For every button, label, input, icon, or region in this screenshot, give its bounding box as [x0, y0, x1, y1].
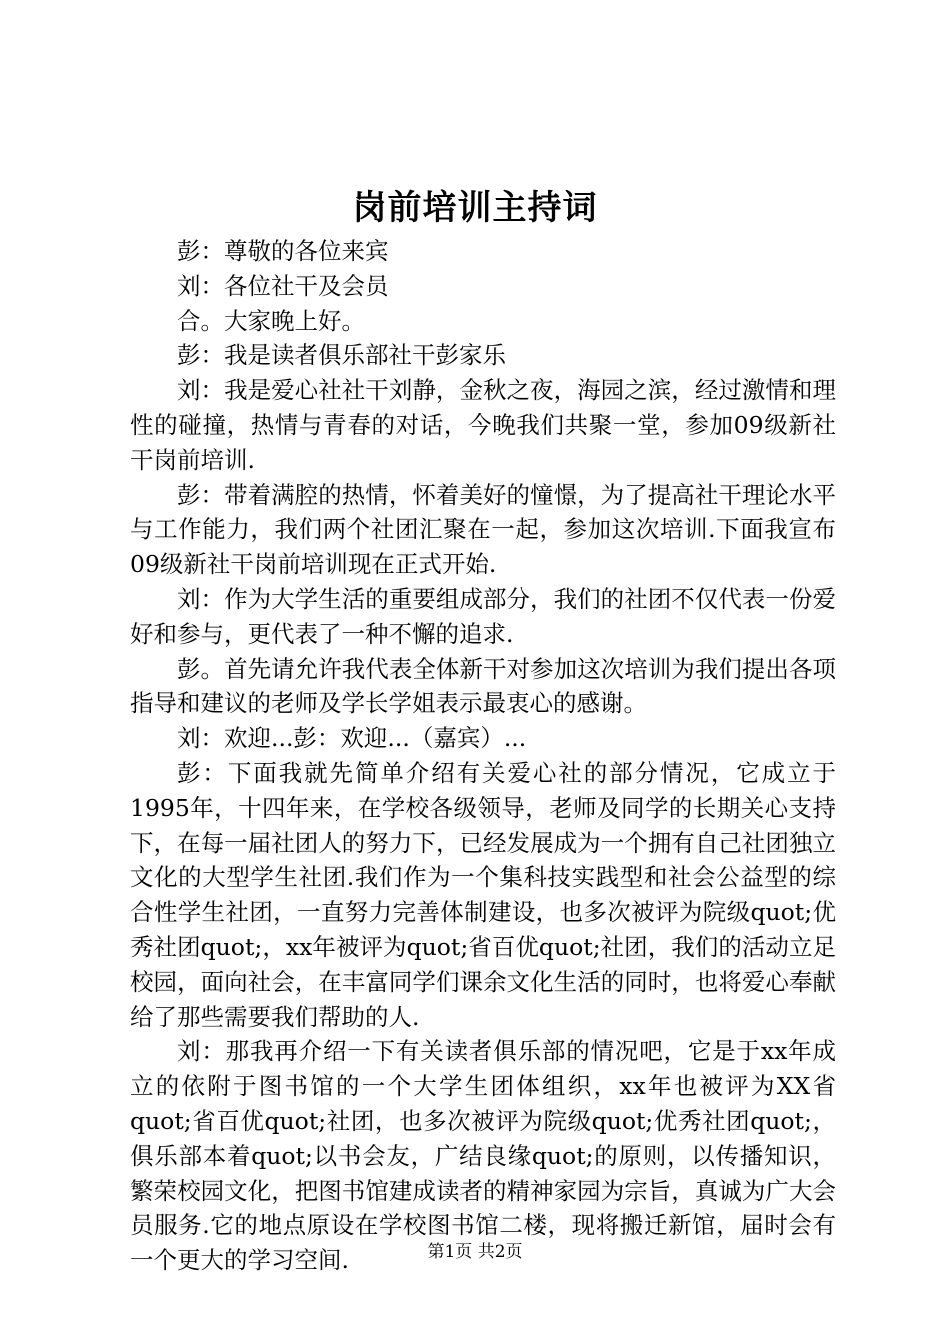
paragraph: 合。大家晚上好。 [177, 306, 365, 335]
paragraph: 刘：作为大学生活的重要组成部分，我们的社团不仅代表一份爱好和参与，更代表了一种不懈的追求. [130, 584, 836, 648]
paragraph: 彭：下面我就先简单介绍有关爱心社的部分情况，它成立于1995年，十四年来，在学校各级领导，老师及同学的长期关心支持下，在每一届社团人的努力下，已经发展成为一个拥有自己社团独立文化的大型学生社团.我们作为一个集科技实践型和社会公益型的综合性学生社团，一直努力完善体制建设，也多次被评为院级quot;优秀社团quot;，xx年被评为quot;省百优quot;社团，我们的活动立足校园，面向社会，在丰富同学们课余文化生活的同时，也将爱心奉献给了那些需要我们帮助的人. [130, 758, 836, 1031]
paragraph: 刘：我是爱心社社干刘静，金秋之夜，海园之滨，经过激情和理性的碰撞，热情与青春的对话，今晚我们共聚一堂，参加09级新社干岗前培训. [130, 376, 836, 474]
paragraph: 刘：欢迎...彭：欢迎...（嘉宾）... [177, 724, 527, 753]
paragraph: 刘：那我再介绍一下有关读者俱乐部的情况吧，它是于xx年成立的依附于图书馆的一个大学生团体组织，xx年也被评为XX省quot;省百优quot;社团，也多次被评为院级quot;优秀社团quot;，俱乐部本着quot;以书会友，广结良缘quot;的原则，以传播知识，繁荣校园文化，把图书馆建成读者的精神家园为宗旨，真诚为广大会员服务.它的地点原设在学校图书馆二楼，现将搬迁新馆，届时会有一个更大的学习空间. [130, 1037, 836, 1275]
document-title: 岗前培训主持词 [352, 188, 598, 228]
paragraph: 彭：我是读者俱乐部社干彭家乐 [177, 341, 506, 370]
paragraph: 彭。首先请允许我代表全体新干对参加这次培训为我们提出各项指导和建议的老师及学长学姐表示最衷心的感谢。 [130, 654, 836, 718]
paragraph: 彭：带着满腔的热情，怀着美好的憧憬，为了提高社干理论水平与工作能力，我们两个社团汇聚在一起，参加这次培训.下面我宣布09级新社干岗前培训现在正式开始. [130, 480, 836, 579]
page-number-footer: 第1页 共2页 [427, 1242, 523, 1262]
paragraph: 刘：各位社干及会员 [177, 271, 389, 300]
document-body [130, 234, 836, 1278]
paragraph: 彭：尊敬的各位来宾 [177, 237, 389, 265]
